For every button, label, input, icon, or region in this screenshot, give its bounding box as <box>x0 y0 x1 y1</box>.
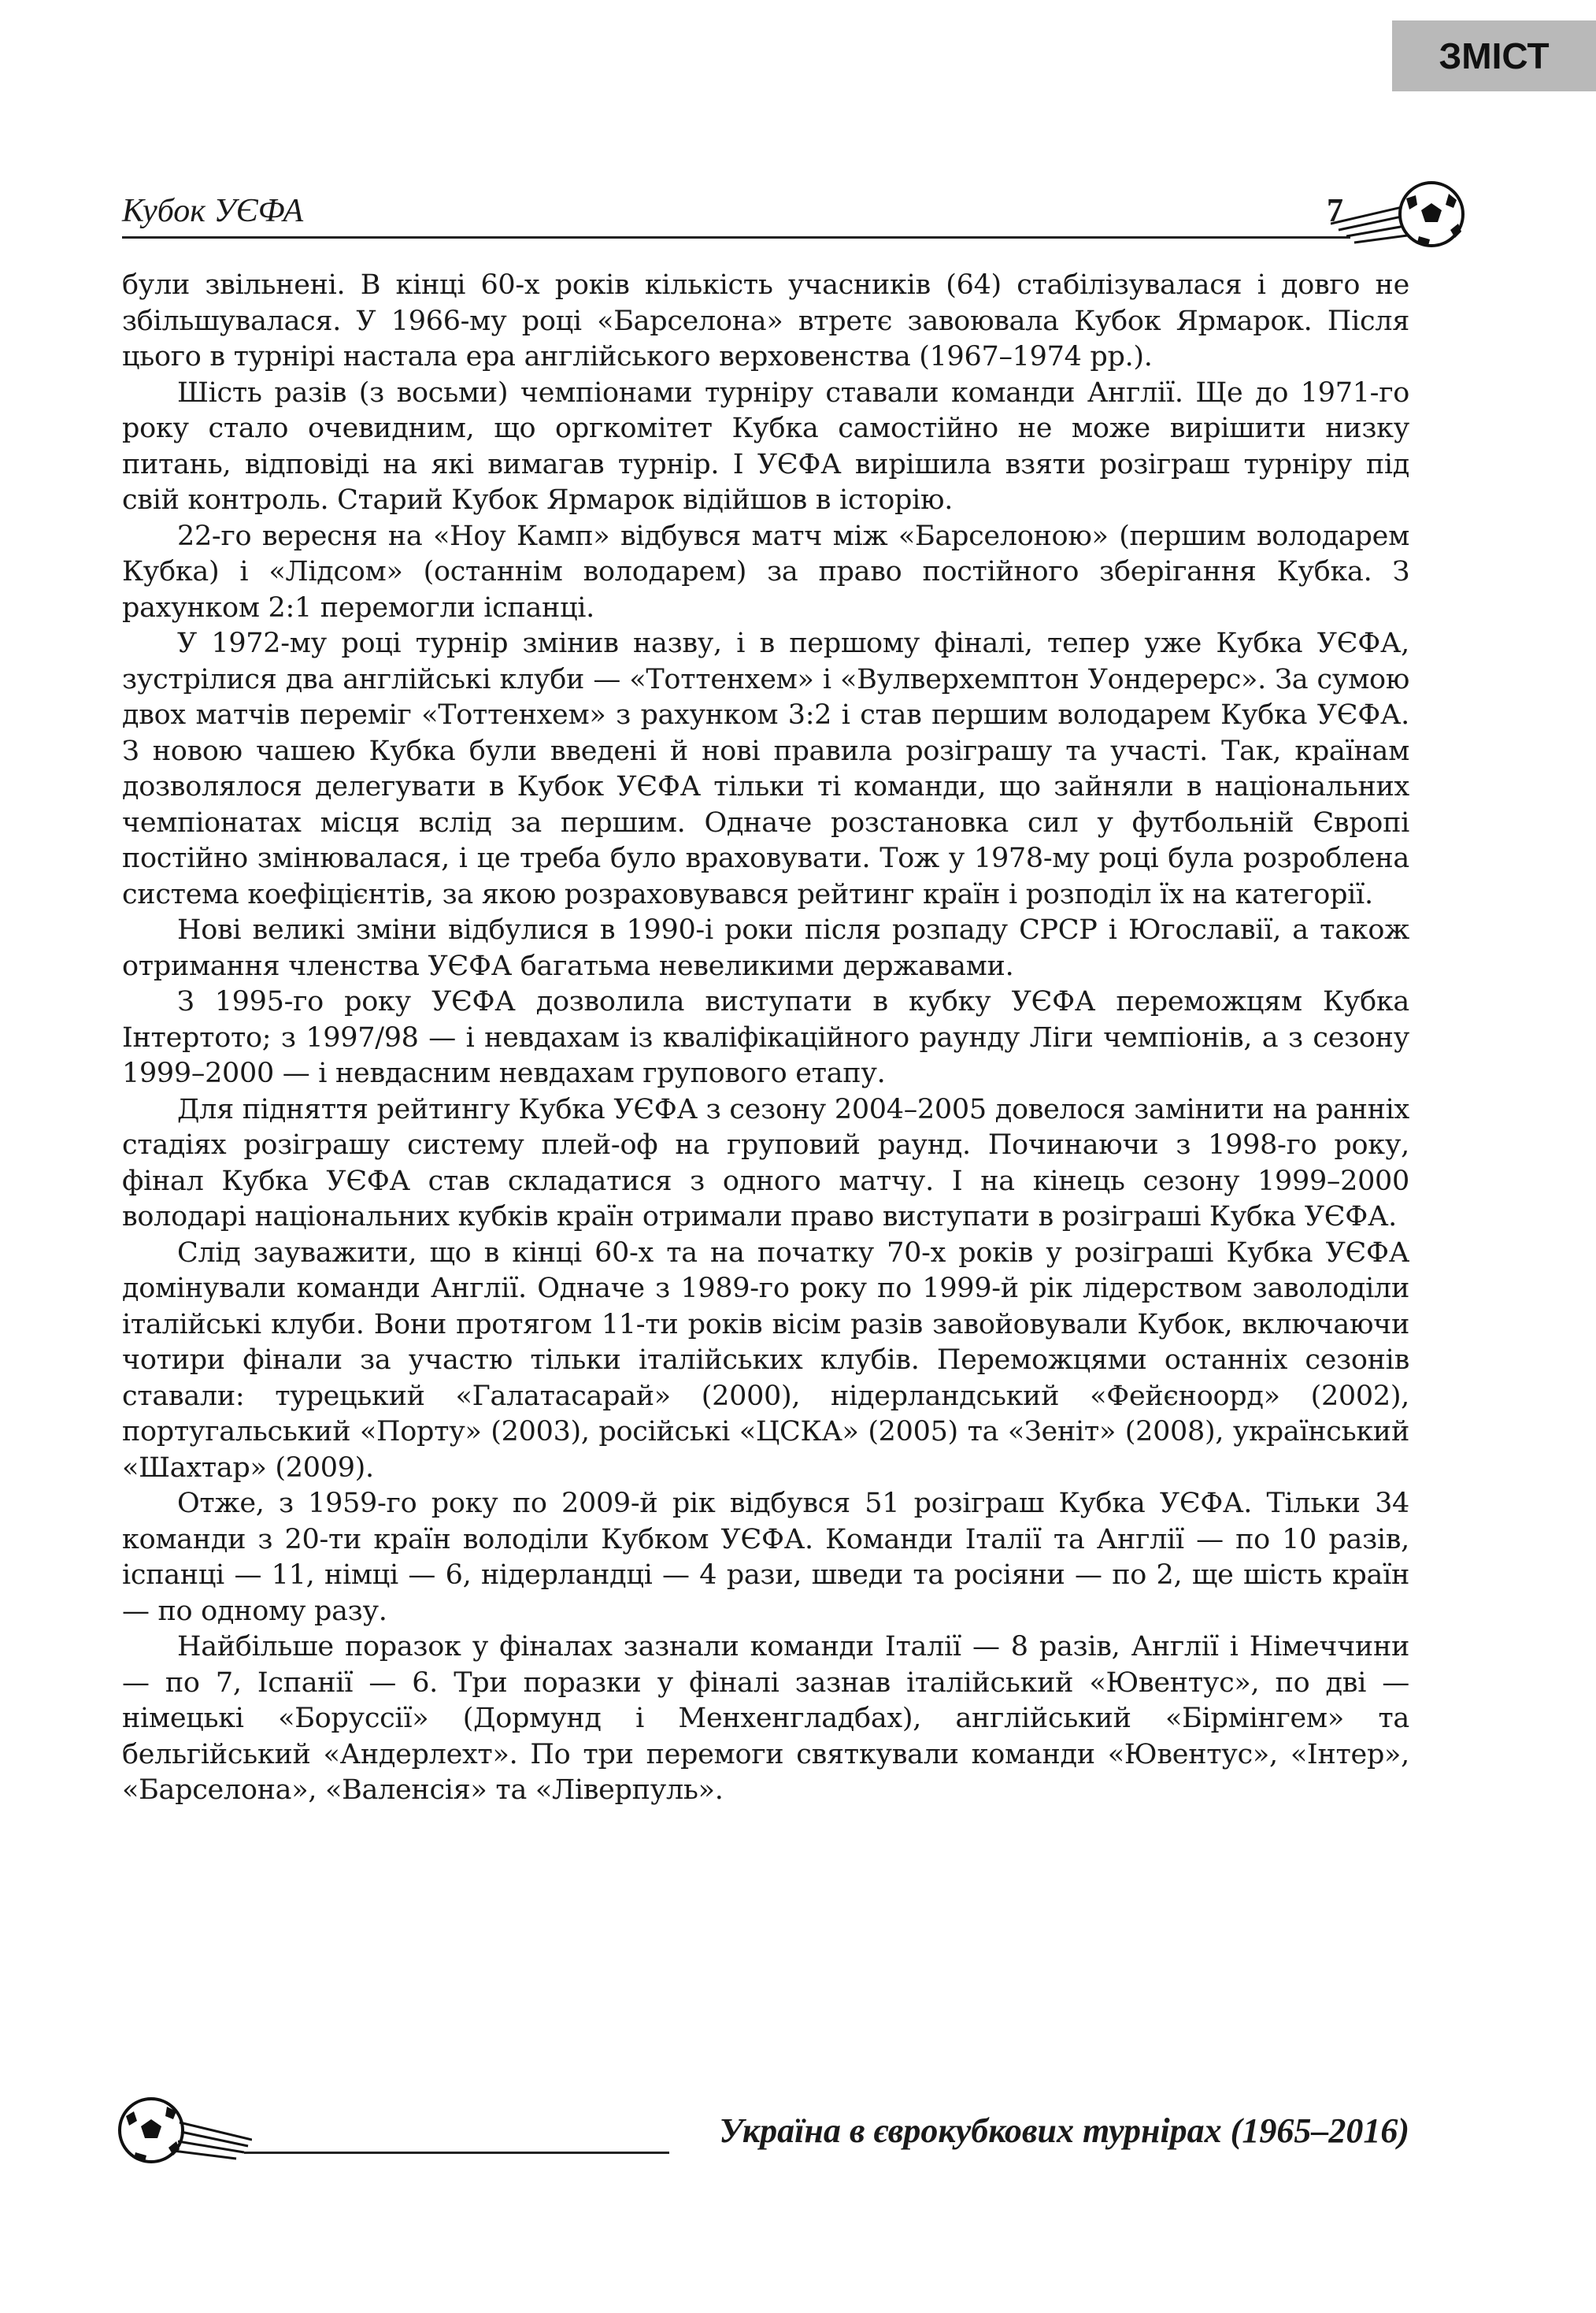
toc-button[interactable]: ЗМІСТ <box>1392 20 1596 91</box>
paragraph: Нові великі зміни відбулися в 1990-і роки після розпаду СРСР і Югославії, а також отримання членства УЄФА багатьма невеликими державами. <box>122 914 1409 982</box>
header-rule <box>122 236 1350 239</box>
article-body <box>122 268 1409 1809</box>
soccer-ball-icon <box>1331 175 1465 254</box>
book-title: Україна в єврокубкових турнірах (1965–2016) <box>719 2111 1409 2150</box>
paragraph: З 1995-го року УЄФА дозволила виступати в кубку УЄФА переможцям Кубка Інтертото; з 1997/98 — і невдахам із кваліфікаційного раунду Ліги чемпіонів, а з сезону 1999–2000 — і невдасним невдахам групового етапу. <box>122 986 1409 1089</box>
footer-rule <box>244 2152 669 2154</box>
page-number: 7 <box>1327 193 1343 229</box>
paragraph: Для підняття рейтингу Кубка УЄФА з сезону 2004–2005 довелося замінити на ранніх стадіях розіграшу систему плей-оф на груповий раунд. Починаючи з 1998-го року, фінал Кубка УЄФА став складатися з одного матчу. І на кінець сезону 1999–2000 володарі національних кубків країн отримали право виступати в розіграші Кубка УЄФА. <box>122 1093 1409 1232</box>
paragraph: 22-го вересня на «Ноу Камп» відбувся матч між «Барселоною» (першим володарем Кубка) і «Лідсом» (останнім володарем) за право постійного зберігання Кубка. З рахунком 2:1 перемогли іспанці. <box>122 520 1409 624</box>
paragraph: були звільнені. В кінці 60-х років кількість учасників (64) стабілізувалася і довго не збільшувалася. У 1966-му році «Барселона» втретє завоювала Кубок Ярмарок. Після цього в турнірі настала ера англійського верховенства (1967–1974 рр.). <box>122 269 1409 373</box>
paragraph: Найбільше поразок у фіналах зазнали команди Італії — 8 разів, Англії і Німеччини — по 7, Іспанії — 6. Три поразки у фіналі зазнав італійський «Ювентус», по дві — німецькі «Боруссії» (Дормунд і Менхенгладбах), англійський «Бірмінгем» та бельгійський «Андерлехт». По три перемоги святкували команди «Ювентус», «Інтер», «Барселона», «Валенсія» та «Ліверпуль». <box>122 1631 1409 1806</box>
section-title: Кубок УЄФА <box>122 193 304 229</box>
paragraph: Слід зауважити, що в кінці 60-х та на початку 70-х років у розіграші Кубка УЄФА домінували команди Англії. Одначе з 1989-го року по 1999-й рік лідерством заволоділи італійські клуби. Вони протягом 11-ти років вісім разів завойовували Кубок, включаючи чотири фінали за участю тільки італійських клубів. Переможцями останніх сезонів ставали: турецький «Галатасарай» (2000), нідерландський «Фейєноорд» (2002), португальський «Порту» (2003), російські «ЦСКА» (2005) та «Зеніт» (2008), український «Шахтар» (2009). <box>122 1236 1409 1484</box>
paragraph: У 1972-му році турнір змінив назву, і в першому фіналі, тепер уже Кубка УЄФА, зустрілися два англійські клуби — «Тоттенхем» і «Вулверхемптон Уондерерс». За сумою двох матчів переміг «Тоттенхем» з рахунком 3:2 і став першим володарем Кубка УЄФА. З новою чашею Кубка були введені й нові правила розіграшу та участі. Так, країнам дозволялося делегувати в Кубок УЄФА тільки ті команди, що зайняли в національних чемпіонатах місця вслід за першим. Одначе розстановка сил у футбольній Європі постійно змінювалася, і це треба було враховувати. Тож у 1978-му році була розроблена система коефіцієнтів, за якою розраховувався рейтинг країн і розподіл їх на категорії. <box>122 628 1409 910</box>
paragraph: Шість разів (з восьми) чемпіонами турніру ставали команди Англії. Ще до 1971-го року стало очевидним, що оргкомітет Кубка самостійно не може вирішити низку питань, відповіді на які вимагав турнір. І УЄФА вирішила взяти розіграш турніру під свій контроль. Старий Кубок Ярмарок відійшов в історію. <box>122 376 1409 516</box>
soccer-ball-icon <box>118 2091 252 2170</box>
page-header <box>122 187 1476 243</box>
page-footer <box>244 2111 1409 2166</box>
paragraph: Отже, з 1959-го року по 2009-й рік відбувся 51 розіграш Кубка УЄФА. Тільки 34 команди з 20-ти країн володіли Кубком УЄФА. Команди Італії та Англії — по 10 разів, іспанці — 11, німці — 6, нідерландці — 4 рази, шведи та росіяни — по 2, ще шість країн — по одному разу. <box>122 1488 1409 1627</box>
